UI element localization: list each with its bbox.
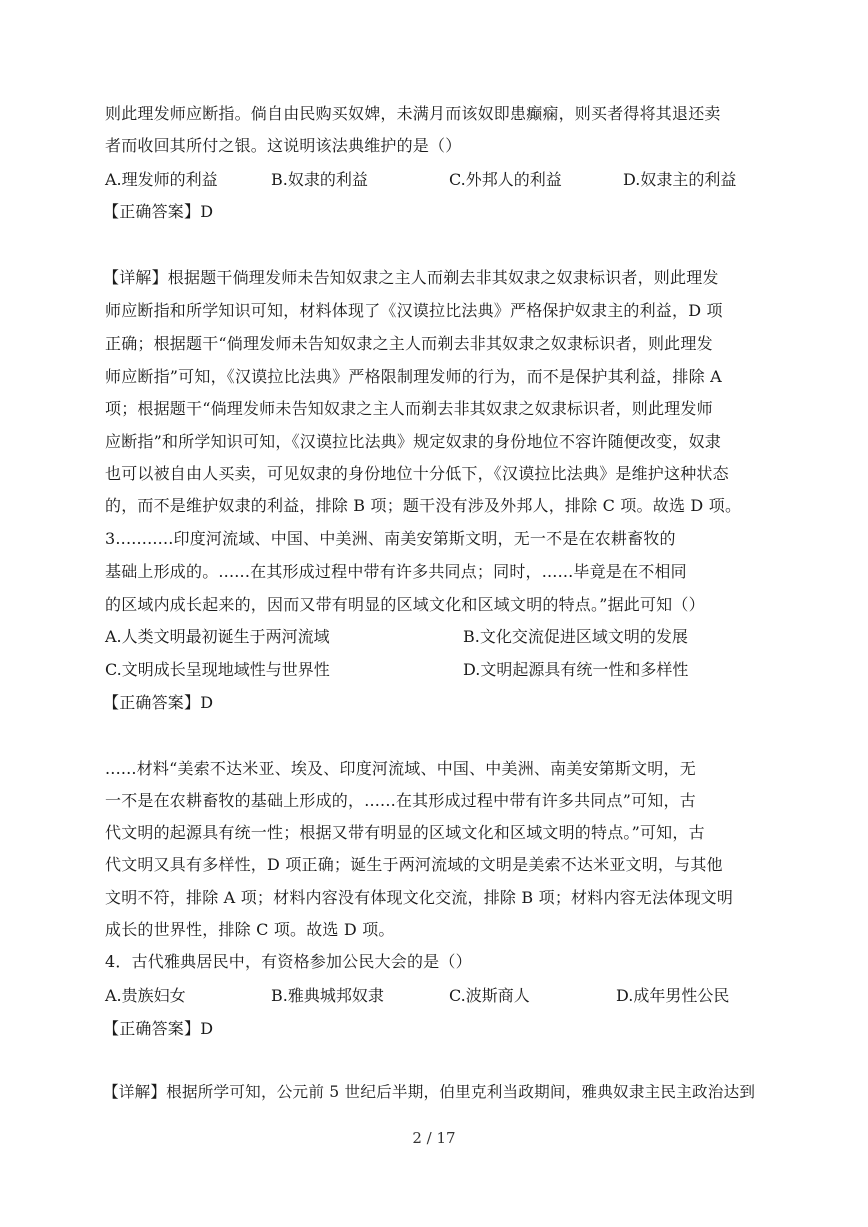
question-text-line: 者而收回其所付之银。这说明该法典维护的是（） <box>105 136 462 155</box>
correct-answer: 【正确答案】D <box>103 1019 214 1038</box>
question-text-line: 3...........印度河流域、中国、中美洲、南美安第斯文明，无一不是在农耕畜牧的 <box>105 529 676 548</box>
explanation-line: 应断指”和所学知识可知，《汉谟拉比法典》规定奴隶的身份地位不容许随便改变，奴隶 <box>105 432 721 451</box>
explanation-line: 也可以被自由人买卖，可见奴隶的身份地位十分低下，《汉谟拉比法典》是维护这种状态 <box>105 464 729 483</box>
page-number: 2 / 17 <box>412 1129 456 1147</box>
option-c: C.外邦人的利益 <box>449 170 562 189</box>
explanation-line: 项；根据题干“倘理发师未告知奴隶之主人而剃去非其奴隶之奴隶标识者，则此理发师 <box>105 399 713 418</box>
option-b: B.奴隶的利益 <box>271 170 368 189</box>
option-d: D.成年男性公民 <box>616 986 730 1005</box>
option-c: C.波斯商人 <box>449 986 530 1005</box>
explanation-line: ......材料“美索不达米亚、埃及、印度河流域、中国、中美洲、南美安第斯文明，无 <box>105 759 696 778</box>
explanation-line: 的，而不是维护奴隶的利益，排除 B 项；题干没有涉及外邦人，排除 C 项。故选 D 项。 <box>105 496 742 515</box>
explanation-line: 成长的世界性，排除 C 项。故选 D 项。 <box>105 920 395 939</box>
explanation-line: 师应断指”可知，《汉谟拉比法典》严格限制理发师的行为，而不是保护其利益，排除 A <box>105 367 722 386</box>
question-text-line: 的区域内成长起来的，因而又带有明显的区域文化和区域文明的特点。”据此可知（） <box>105 595 705 614</box>
explanation-line: 【详解】根据题干倘理发师未告知奴隶之主人而剃去非其奴隶之奴隶标识者，则此理发 <box>103 268 719 287</box>
explanation-line: 正确；根据题干“倘理发师未告知奴隶之主人而剃去非其奴隶之奴隶标识者，则此理发 <box>105 334 713 353</box>
question-text-line: 4．古代雅典居民中，有资格参加公民大会的是（） <box>105 952 472 971</box>
question-text-line: 基础上形成的。......在其形成过程中带有许多共同点；同时，......毕竟是在不相同 <box>105 562 687 581</box>
option-a: A.人类文明最初诞生于两河流域 <box>105 627 330 646</box>
option-b: B.雅典城邦奴隶 <box>271 986 384 1005</box>
option-a: A.贵族妇女 <box>105 986 186 1005</box>
explanation-line: 代文明的起源具有统一性；根据又带有明显的区域文化和区域文明的特点。”可知，古 <box>105 823 705 842</box>
option-d: D.奴隶主的利益 <box>623 170 737 189</box>
option-c: C.文明成长呈现地域性与世界性 <box>105 660 330 679</box>
explanation-line: 师应断指和所学知识可知，材料体现了《汉谟拉比法典》严格保护奴隶主的利益，D 项 <box>105 301 723 320</box>
option-d: D.文明起源具有统一性和多样性 <box>463 660 689 679</box>
correct-answer: 【正确答案】D <box>103 693 214 712</box>
question-text-line: 则此理发师应断指。倘自由民购买奴婢，未满月而该奴即患癫痫，则买者得将其退还卖 <box>105 104 721 123</box>
explanation-line: 一不是在农耕畜牧的基础上形成的，......在其形成过程中带有许多共同点”可知，古 <box>105 791 696 810</box>
explanation-line: 代文明又具有多样性，D 项正确；诞生于两河流域的文明是美索不达米亚文明，与其他 <box>105 855 723 874</box>
option-a: A.理发师的利益 <box>105 170 218 189</box>
option-b: B.文化交流促进区域文明的发展 <box>463 627 688 646</box>
explanation-line: 【详解】根据所学可知，公元前 5 世纪后半期，伯里克利当政期间，雅典奴隶主民主政治达到 <box>103 1083 756 1101</box>
explanation-line: 文明不符，排除 A 项；材料内容没有体现文化交流，排除 B 项；材料内容无法体现文明 <box>105 888 734 907</box>
correct-answer: 【正确答案】D <box>103 202 214 221</box>
